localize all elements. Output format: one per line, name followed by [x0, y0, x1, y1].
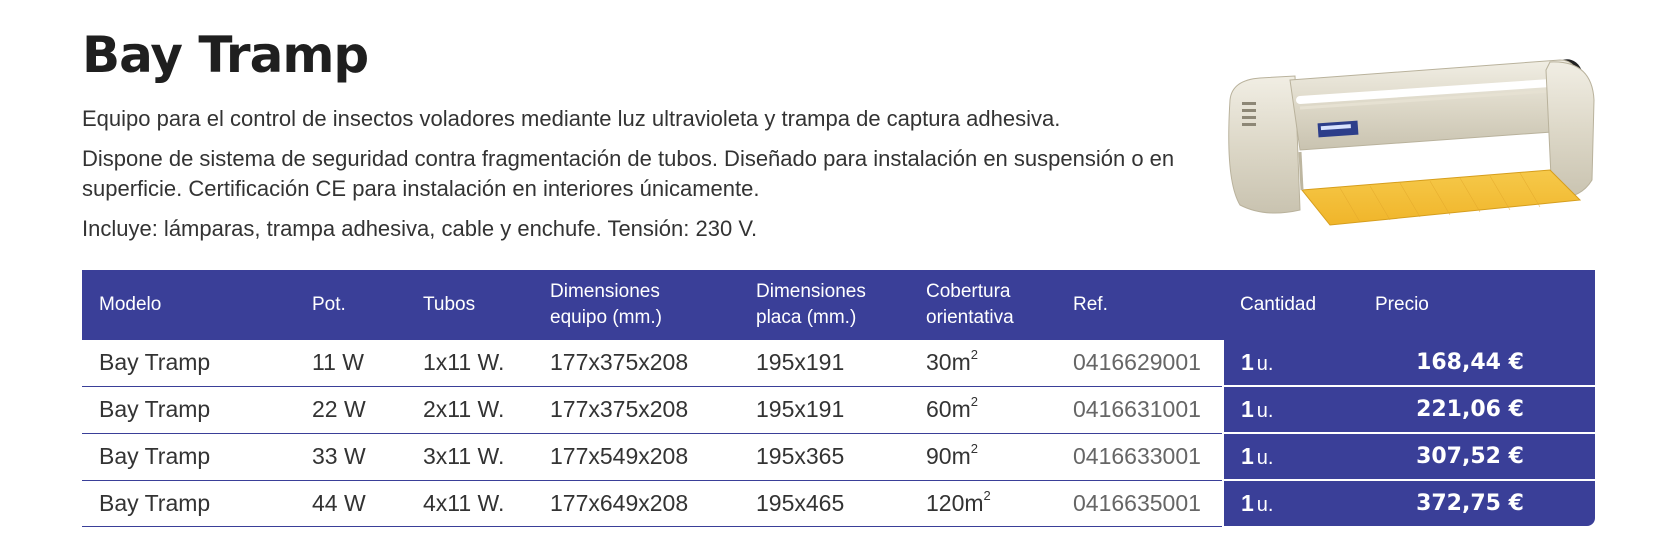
description-paragraph: Equipo para el control de insectos voladores mediante luz ultravioleta y trampa de captura adhesiva.	[82, 106, 1061, 131]
cell-tubos: 4x11 W.	[406, 480, 533, 526]
header-cantidad: Cantidad	[1223, 270, 1345, 340]
cell-ref: 0416635001	[1056, 480, 1223, 526]
cell-pot: 33 W	[295, 433, 406, 480]
price-table	[82, 270, 1595, 527]
header-cobertura: Cobertura orientativa	[909, 270, 1056, 340]
cell-pot: 44 W	[295, 480, 406, 526]
cell-ref: 0416631001	[1056, 386, 1223, 433]
cell-cobertura: $120m^2$	[909, 480, 1056, 526]
table-row	[82, 340, 1595, 386]
cell-cantidad[interactable]: 1 u.	[1223, 340, 1345, 386]
cell-dim-placa: 195x191	[739, 340, 909, 386]
table-header-row	[82, 270, 1595, 340]
product-description	[82, 104, 1202, 254]
cell-dim-placa: 195x465	[739, 480, 909, 526]
cell-cobertura: $90m^2$	[909, 433, 1056, 480]
table-row	[82, 433, 1595, 480]
cell-precio: 372,75 €	[1345, 480, 1595, 526]
cell-dim-equipo: 177x649x208	[533, 480, 739, 526]
page-title: Bay Tramp	[82, 26, 369, 84]
cell-ref: 0416629001	[1056, 340, 1223, 386]
description-paragraph: Dispone de sistema de seguridad contra fragmentación de tubos. Diseñado para instalación en suspensión o en superficie. Certificación CE para instalación en interiores únicamente.	[82, 146, 1175, 201]
description-paragraph: Incluye: lámparas, trampa adhesiva, cable y enchufe. Tensión: 230 V.	[82, 216, 758, 241]
header-precio: Precio	[1345, 270, 1595, 340]
cell-tubos: 3x11 W.	[406, 433, 533, 480]
cell-modelo: Bay Tramp	[82, 386, 295, 433]
table-row	[82, 386, 1595, 433]
header-pot: Pot.	[295, 270, 406, 340]
cell-tubos: 1x11 W.	[406, 340, 533, 386]
cell-tubos: 2x11 W.	[406, 386, 533, 433]
header-ref: Ref.	[1056, 270, 1223, 340]
cell-modelo: Bay Tramp	[82, 433, 295, 480]
cell-dim-placa: 195x191	[739, 386, 909, 433]
header-tubos: Tubos	[406, 270, 533, 340]
header-modelo: Modelo	[82, 270, 295, 340]
cell-cobertura: $60m^2$	[909, 386, 1056, 433]
cell-cantidad[interactable]: 1 u.	[1223, 480, 1345, 526]
cell-dim-equipo: 177x549x208	[533, 433, 739, 480]
cell-dim-equipo: 177x375x208	[533, 386, 739, 433]
cell-cantidad[interactable]: 1 u.	[1223, 386, 1345, 433]
cell-precio: 221,06 €	[1345, 386, 1595, 433]
cell-dim-equipo: 177x375x208	[533, 340, 739, 386]
header-dimensiones-equipo: Dimensiones equipo (mm.)	[533, 270, 739, 340]
cell-precio: 307,52 €	[1345, 433, 1595, 480]
table-row	[82, 480, 1595, 526]
cell-modelo: Bay Tramp	[82, 480, 295, 526]
header-dimensiones-placa: Dimensiones placa (mm.)	[739, 270, 909, 340]
cell-precio: 168,44 €	[1345, 340, 1595, 386]
cell-cantidad[interactable]: 1 u.	[1223, 433, 1345, 480]
cell-pot: 11 W	[295, 340, 406, 386]
product-image	[1220, 40, 1600, 245]
cell-pot: 22 W	[295, 386, 406, 433]
cell-ref: 0416633001	[1056, 433, 1223, 480]
cell-cobertura: $30m^2$	[909, 340, 1056, 386]
cell-modelo: Bay Tramp	[82, 340, 295, 386]
cell-dim-placa: 195x365	[739, 433, 909, 480]
